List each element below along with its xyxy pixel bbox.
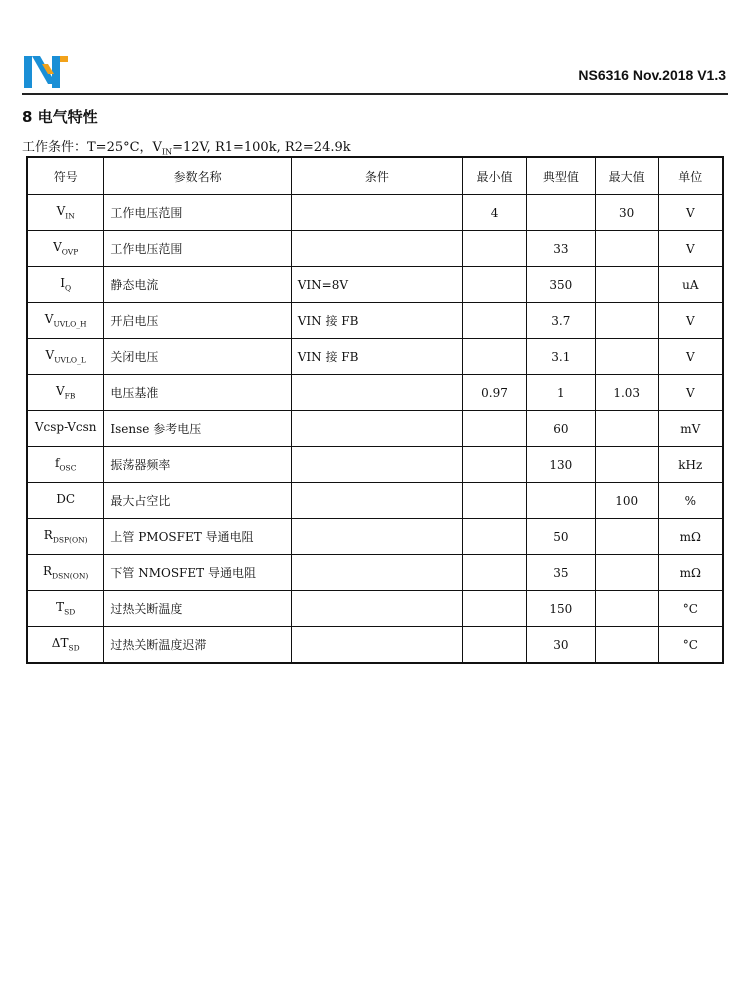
- max-cell: [595, 555, 658, 591]
- parameter-cell: 关闭电压: [104, 339, 291, 375]
- condition-cell: VIN 接 FB: [291, 339, 462, 375]
- parameter-cell: 下管 NMOSFET 导通电阻: [104, 555, 291, 591]
- unit-cell: V: [658, 303, 723, 339]
- symbol-text: Vcsp-Vcsn: [34, 420, 97, 435]
- unit-cell: V: [658, 339, 723, 375]
- typ-cell: 35: [526, 555, 595, 591]
- symbol-cell: [27, 303, 104, 339]
- symbol-sub: SD: [64, 607, 76, 617]
- typ-cell: 60: [526, 411, 595, 447]
- symbol-cell: [27, 411, 104, 447]
- typ-cell: 130: [526, 447, 595, 483]
- conditions-sub: IN: [161, 147, 173, 157]
- typ-cell: 30: [526, 627, 595, 664]
- symbol-sub: FB: [64, 391, 76, 401]
- table-row: [27, 627, 723, 664]
- min-cell: 4: [463, 195, 527, 231]
- symbol-text: DC: [56, 492, 76, 507]
- header-max: 最大值: [595, 157, 658, 195]
- conditions-prefix: 工作条件：T=25°C，V: [22, 140, 162, 155]
- header-parameter: 参数名称: [104, 157, 291, 195]
- unit-cell: V: [658, 195, 723, 231]
- condition-cell: [291, 447, 462, 483]
- max-cell: 1.03: [595, 375, 658, 411]
- symbol-text: V: [53, 240, 62, 255]
- symbol-text: V: [44, 312, 54, 327]
- condition-cell: VIN=8V: [291, 267, 462, 303]
- typ-cell: 50: [526, 519, 595, 555]
- symbol-text: R: [43, 528, 53, 543]
- condition-cell: [291, 483, 462, 519]
- unit-cell: mV: [658, 411, 723, 447]
- max-cell: [595, 339, 658, 375]
- symbol-text: V: [56, 384, 65, 399]
- symbol-cell: [27, 339, 104, 375]
- table-row: [27, 411, 723, 447]
- header-symbol: 符号: [27, 157, 104, 195]
- table-header-row: [27, 157, 723, 195]
- table-row: [27, 375, 723, 411]
- condition-cell: [291, 411, 462, 447]
- max-cell: [595, 267, 658, 303]
- symbol-cell: [27, 483, 104, 519]
- typ-cell: 33: [526, 231, 595, 267]
- min-cell: [463, 411, 527, 447]
- min-cell: [463, 303, 527, 339]
- table-row: [27, 555, 723, 591]
- unit-cell: V: [658, 375, 723, 411]
- symbol-text: T: [56, 600, 65, 615]
- symbol-sub: Q: [64, 283, 72, 293]
- max-cell: 100: [595, 483, 658, 519]
- unit-cell: mΩ: [658, 519, 723, 555]
- symbol-sub: UVLO_H: [53, 319, 87, 329]
- header-unit: 单位: [658, 157, 723, 195]
- parameter-cell: 工作电压范围: [104, 195, 291, 231]
- unit-cell: °C: [658, 591, 723, 627]
- table-row: [27, 447, 723, 483]
- condition-cell: [291, 627, 462, 664]
- condition-cell: [291, 375, 462, 411]
- min-cell: [463, 519, 527, 555]
- symbol-text: f: [54, 456, 60, 471]
- min-cell: [463, 447, 527, 483]
- document-id: NS6316 Nov.2018 V1.3: [578, 67, 726, 83]
- parameter-cell: 工作电压范围: [104, 231, 291, 267]
- max-cell: [595, 303, 658, 339]
- typ-cell: [526, 483, 595, 519]
- header-divider: [22, 93, 728, 95]
- symbol-cell: [27, 231, 104, 267]
- typ-cell: 150: [526, 591, 595, 627]
- parameter-cell: 最大占空比: [104, 483, 291, 519]
- symbol-text: I: [60, 276, 65, 291]
- table-row: [27, 303, 723, 339]
- symbol-cell: [27, 375, 104, 411]
- symbol-text: V: [56, 204, 66, 219]
- symbol-sub: DSN(ON): [52, 571, 89, 581]
- parameter-cell: 振荡器频率: [104, 447, 291, 483]
- min-cell: [463, 591, 527, 627]
- typ-cell: 1: [526, 375, 595, 411]
- min-cell: [463, 627, 527, 664]
- symbol-sub: UVLO_L: [54, 355, 86, 365]
- symbol-cell: [27, 555, 104, 591]
- electrical-characteristics-table: [26, 156, 724, 664]
- max-cell: [595, 447, 658, 483]
- max-cell: [595, 591, 658, 627]
- condition-cell: [291, 519, 462, 555]
- symbol-sub: SD: [68, 643, 80, 653]
- typ-cell: 3.1: [526, 339, 595, 375]
- max-cell: 30: [595, 195, 658, 231]
- table-row: [27, 483, 723, 519]
- table-row: [27, 195, 723, 231]
- max-cell: [595, 411, 658, 447]
- parameter-cell: 开启电压: [104, 303, 291, 339]
- condition-cell: [291, 555, 462, 591]
- parameter-cell: 电压基准: [104, 375, 291, 411]
- symbol-cell: [27, 627, 104, 664]
- conditions-suffix: =12V, R1=100k, R2=24.9k: [172, 140, 351, 155]
- symbol-text: R: [43, 564, 53, 579]
- symbol-cell: [27, 591, 104, 627]
- condition-cell: VIN 接 FB: [291, 303, 462, 339]
- condition-cell: [291, 195, 462, 231]
- unit-cell: mΩ: [658, 555, 723, 591]
- condition-cell: [291, 231, 462, 267]
- table-row: [27, 231, 723, 267]
- symbol-sub: DSP(ON): [52, 535, 88, 545]
- parameter-cell: 过热关断温度迟滞: [104, 627, 291, 664]
- symbol-sub: OVP: [61, 247, 79, 257]
- max-cell: [595, 519, 658, 555]
- unit-cell: uA: [658, 267, 723, 303]
- typ-cell: 3.7: [526, 303, 595, 339]
- unit-cell: kHz: [658, 447, 723, 483]
- table-row: [27, 339, 723, 375]
- header-typ: 典型值: [526, 157, 595, 195]
- min-cell: [463, 483, 527, 519]
- operating-conditions: [22, 136, 351, 157]
- ns-logo-icon: [22, 52, 70, 92]
- symbol-cell: [27, 267, 104, 303]
- symbol-cell: [27, 447, 104, 483]
- header-min: 最小值: [463, 157, 527, 195]
- parameter-cell: Isense 参考电压: [104, 411, 291, 447]
- min-cell: [463, 231, 527, 267]
- min-cell: 0.97: [463, 375, 527, 411]
- symbol-sub: IN: [65, 211, 75, 221]
- section-title: 8 电气特性: [22, 108, 98, 126]
- unit-cell: %: [658, 483, 723, 519]
- header-condition: 条件: [291, 157, 462, 195]
- table-row: [27, 267, 723, 303]
- table-row: [27, 591, 723, 627]
- min-cell: [463, 267, 527, 303]
- unit-cell: V: [658, 231, 723, 267]
- condition-cell: [291, 591, 462, 627]
- typ-cell: [526, 195, 595, 231]
- min-cell: [463, 555, 527, 591]
- parameter-cell: 过热关断温度: [104, 591, 291, 627]
- typ-cell: 350: [526, 267, 595, 303]
- min-cell: [463, 339, 527, 375]
- symbol-sub: OSC: [59, 463, 77, 473]
- max-cell: [595, 231, 658, 267]
- symbol-text: V: [45, 348, 55, 363]
- table-row: [27, 519, 723, 555]
- unit-cell: °C: [658, 627, 723, 664]
- symbol-cell: [27, 195, 104, 231]
- parameter-cell: 静态电流: [104, 267, 291, 303]
- symbol-cell: [27, 519, 104, 555]
- symbol-text: ΔT: [51, 636, 69, 651]
- max-cell: [595, 627, 658, 664]
- parameter-cell: 上管 PMOSFET 导通电阻: [104, 519, 291, 555]
